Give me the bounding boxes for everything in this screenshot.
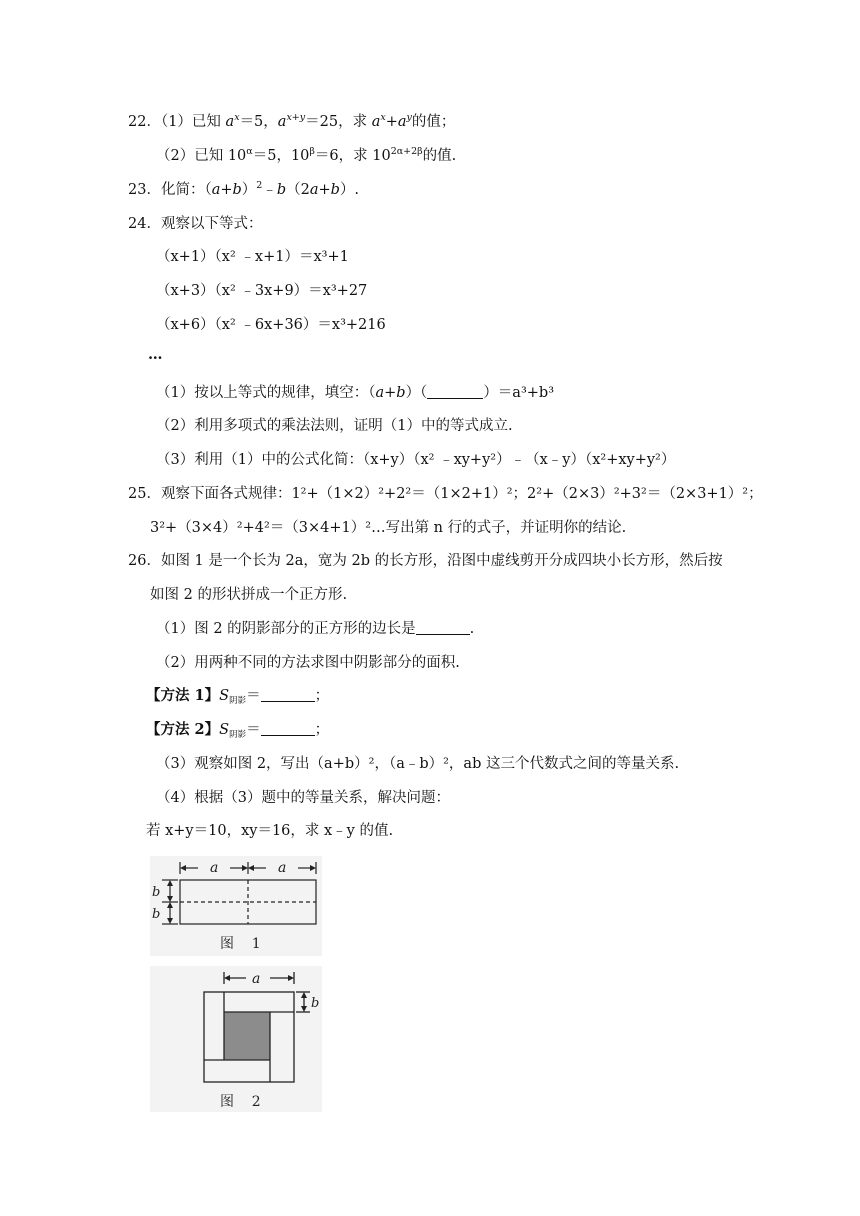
figure-2-label-b: b (311, 996, 320, 1011)
q24-part1: （1）按以上等式的规律，填空：（a+b）（ ）＝a³+b³ (156, 385, 555, 401)
figure-1-caption: 图 1 (220, 936, 261, 952)
q26-part3: （3）观察如图 2，写出（a+b）²，（a﹣b）²，ab 这三个代数式之间的等量关系. (156, 756, 680, 772)
q24-ellipsis: … (148, 346, 163, 363)
q26-method2: 【方法 2】$S_{阴影}=$ ； (146, 721, 330, 740)
q26-line2: 如图 2 的形状拼成一个正方形. (150, 587, 348, 603)
q22-line2: （2）已知 $10^\alpha=5$，$10^\beta=6$，求 $10^{2\alpha+2\beta}$的值. (156, 146, 457, 164)
q26-part2: （2）用两种不同的方法求图中阴影部分的面积. (156, 655, 460, 671)
figure-1-label-b: b (152, 885, 161, 900)
q24-part2: （2）利用多项式的乘法法则，证明（1）中的等式成立. (156, 418, 513, 434)
fill-blank (261, 721, 315, 736)
fill-blank (261, 687, 315, 702)
q22-line1: 22．（1）已知 $a^x=5$，$a^{x+y}=25$，求 $a^x+a^y$的值； (128, 112, 456, 130)
q24-part3: （3）利用（1）中的公式化简：（x+y）（x² ﹣xy+y²）﹣（x﹣y）（x²+xy+y²） (156, 452, 676, 468)
q25-line1: 25．观察下面各式规律：1²+（1×2）²+2²＝（1×2+1）²；2²+（2×3）²+3²＝（2×3+1）²； (128, 486, 763, 502)
figure-2-diagram (150, 966, 322, 1112)
q26-method1: 【方法 1】$S_{阴影}=$ ； (146, 687, 330, 706)
figure-1-label-b: b (152, 907, 161, 922)
q24-eq3: （x+6）（x² ﹣6x+36）＝x³+216 (156, 317, 386, 333)
figure-1-label-a: a (278, 860, 287, 876)
fill-blank (416, 620, 470, 635)
q25-line2: 3²+（3×4）²+4²＝（3×4+1）²…写出第 n 行的式子，并证明你的结论. (150, 520, 627, 536)
q24-eq1: （x+1）（x² ﹣x+1）＝x³+1 (156, 249, 349, 265)
fill-blank (427, 384, 483, 399)
shaded-square (224, 1012, 270, 1060)
figure-2 (150, 966, 322, 1112)
figure-2-caption: 图 2 (220, 1094, 261, 1110)
q24-eq2: （x+3）（x² ﹣3x+9）＝x³+27 (156, 283, 368, 299)
q26-part4: （4）根据（3）题中的等量关系，解决问题： (156, 790, 450, 806)
q26-line1: 26．如图 1 是一个长为 2a，宽为 2b 的长方形，沿图中虚线剪开分成四块小长方形，然后按 (128, 553, 723, 569)
figure-1 (150, 856, 322, 956)
q26-condition: 若 x+y＝10，xy＝16，求 x﹣y 的值. (146, 823, 394, 839)
q24-intro: 24．观察以下等式： (128, 216, 263, 232)
q23-line: 23．化简：$(a+b)^2﹣b(2a+b)$. (128, 180, 360, 198)
q26-part1: （1）图 2 的阴影部分的正方形的边长是 . (156, 621, 475, 637)
figure-1-diagram (150, 856, 322, 956)
figure-2-label-a: a (252, 971, 261, 987)
figure-1-label-a: a (210, 860, 219, 876)
